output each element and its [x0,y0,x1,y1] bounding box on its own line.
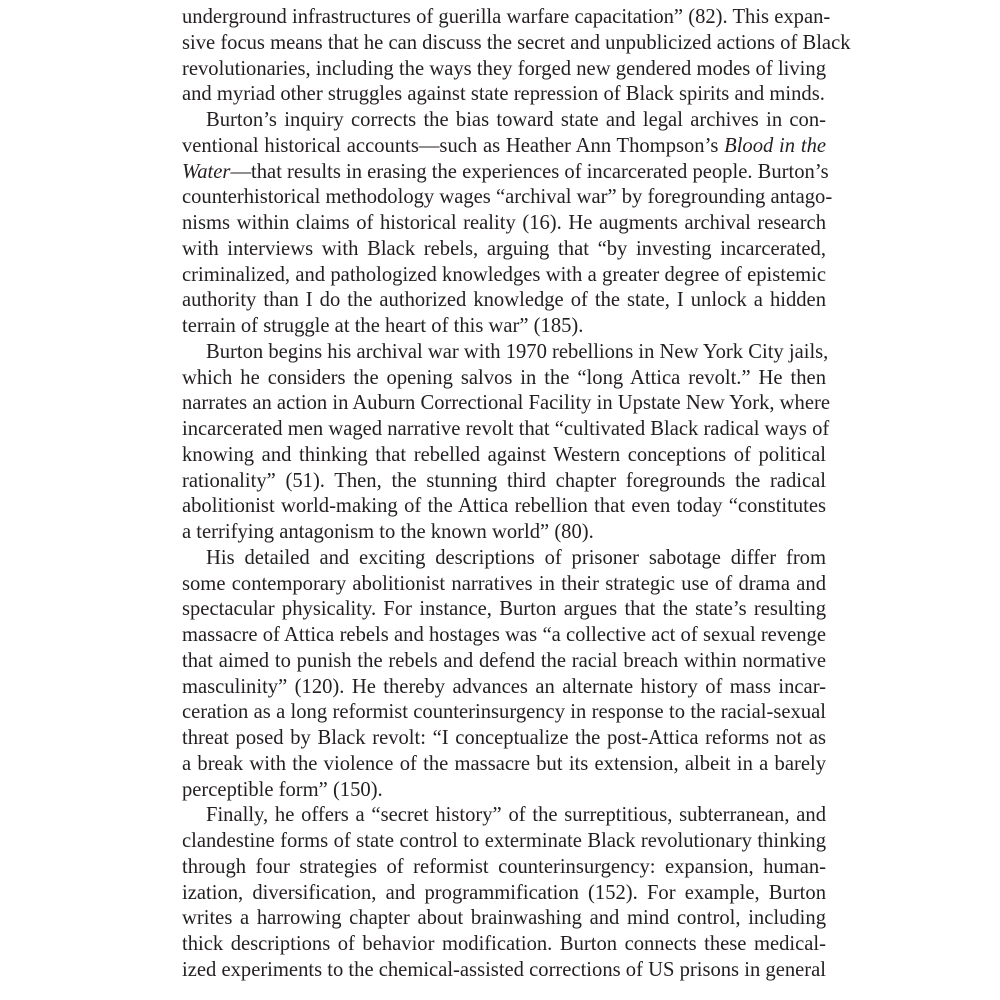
text-line: through four strategies of reformist counterinsurgency: expansion, human- [182,855,826,878]
text-line: nisms within claims of historical reality (16). He augments archival research [182,212,826,234]
text-line: ized experiments to the chemical-assisted corrections of US prisons in general [182,958,826,981]
text-line: perceptible form” (150). [182,778,383,801]
paragraph-4 [182,546,826,804]
text-line: some contemporary abolitionist narratives in their strategic use of drama and [182,572,826,595]
paragraph-5 [182,803,826,983]
text-line: authority than I do the authorized knowledge of the state, I unlock a hidden [182,289,826,312]
text-line: rationality” (51). Then, the stunning third chapter foregrounds the radical [182,469,826,492]
text-line: Finally, he offers a “secret history” of the surreptitious, subterranean, and [206,804,826,827]
text-line: spectacular physicality. For instance, Burton argues that the state’s resulting [182,598,826,621]
text-line: counterhistorical methodology wages “archival war” by foregrounding antago- [182,186,833,209]
text-line: which he considers the opening salvos in the “long Attica revolt.” He then [182,366,826,389]
text-line: and myriad other struggles against state repression of Black spirits and minds. [182,83,825,106]
paragraph-2 [182,108,833,340]
paragraph-3 [182,340,830,546]
text-line: massacre of Attica rebels and hostages was “a collective act of sexual revenge [182,624,826,646]
text-line: criminalized, and pathologized knowledges with a greater degree of epistemic [182,263,826,286]
text-line: terrain of struggle at the heart of this war” (185). [182,315,584,337]
text-line: narrates an action in Auburn Correctional Facility in Upstate New York, where [182,392,830,415]
text-line: His detailed and exciting descriptions of prisoner sabotage differ from [206,546,826,569]
text-line: knowing and thinking that rebelled against Western conceptions of political [182,443,826,466]
text-line: Burton begins his archival war with 1970 rebellions in New York City jails, [206,340,829,363]
text-line: abolitionist world-making of the Attica rebellion that even today “constitutes [182,495,826,518]
paragraph-1 [182,5,851,108]
text-line: that aimed to punish the rebels and defend the racial breach within normative [182,649,826,672]
text-line: writes a harrowing chapter about brainwashing and mind control, including [182,907,826,930]
book-title-italic: Blood in the [724,134,827,157]
text-line: ceration as a long reformist counterinsurgency in response to the racial-sexual [182,701,826,724]
text-segment: ventional historical accounts—such as Heather Ann Thompson’s [182,134,725,157]
text-line [182,134,826,160]
document-page [182,5,851,984]
book-title-italic: Water [182,160,231,183]
text-line: with interviews with Black rebels, arguing that “by investing incarcerated, [182,237,826,260]
text-line: clandestine forms of state control to exterminate Black revolutionary thinking [182,830,826,852]
text-line: sive focus means that he can discuss the secret and unpublicized actions of Black [182,31,851,54]
text-line [182,160,829,186]
text-line: masculinity” (120). He thereby advances an alternate history of mass incar- [182,675,826,698]
text-line: Burton’s inquiry corrects the bias toward state and legal archives in con- [206,109,826,131]
text-line: thick descriptions of behavior modification. Burton connects these medical- [182,933,826,955]
text-line: a break with the violence of the massacre but its extension, albeit in a barely [182,752,826,775]
text-line: threat posed by Black revolt: “I conceptualize the post-Attica reforms not as [182,727,826,749]
text-line: a terrifying antagonism to the known world” (80). [182,521,594,543]
text-segment: —that results in erasing the experiences of incarcerated people. Burton’s [230,160,829,183]
text-line: underground infrastructures of guerilla warfare capacitation” (82). This expan- [182,6,831,28]
text-line: incarcerated men waged narrative revolt that “cultivated Black radical ways of [182,418,830,440]
text-line: ization, diversification, and programmification (152). For example, Burton [182,881,826,904]
text-line: revolutionaries, including the ways they forged new gendered modes of living [182,57,826,80]
